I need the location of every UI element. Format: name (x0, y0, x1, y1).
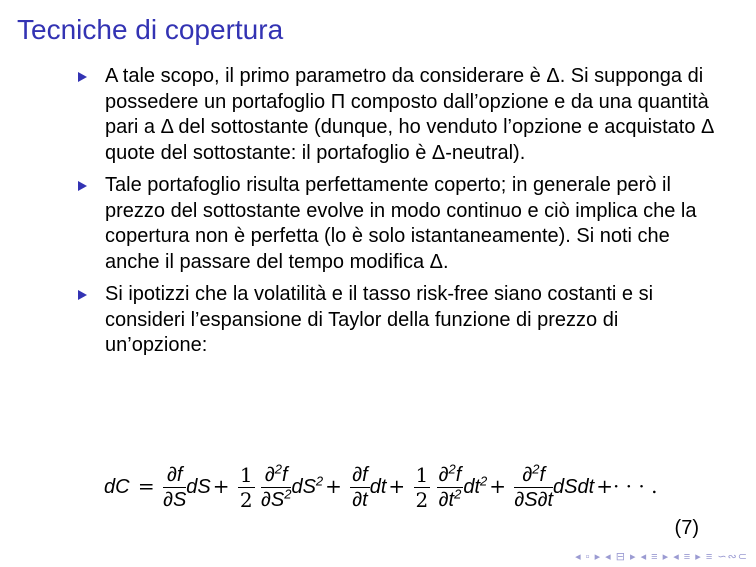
bullet-item (78, 173, 718, 275)
bullet-text: Si ipotizzi che la volatilità e il tasso risk-free siano costanti e si consideri l’espansione di Taylor della funzione di prezzo di un’opzione: (105, 283, 654, 356)
bullet-list (78, 64, 718, 366)
bullet-triangle-icon (78, 72, 87, 82)
bullet-triangle-icon (78, 181, 87, 191)
bullet-text: A tale scopo, il primo parametro da considerare è Δ. Si supponga di possedere un portafoglio Π composto dall’opzione e da una quantità pari a Δ del sottostante (dunque, ho venduto l’opzione e acquistato Δ quote del sottostante: il portafoglio è Δ-neutral). (105, 65, 714, 164)
taylor-formula: dC = $\frac{\partial f}{\partial S}$ dS + $\frac{1}{2}$ $\frac{\partial^2f}{\partial S^2}$ $dS^2$ + $\frac{\partial f}{\partial t}$ dt + $\frac{1}{2}$ $\frac{\partial^2f}{\partial t^2}$ $dt^2$ + $\frac{\partial^2f}{\partial S\partial t}$ dSdt +· · · . (104, 461, 658, 512)
equation-number: (7) (674, 517, 699, 539)
bullet-triangle-icon (78, 290, 87, 300)
beamer-navigation[interactable]: ◂ ▫ ▸ ◂ ⊟ ▸ ◂ ≡ ▸ ◂ ≡ ▸ ≡ ∽∾⊂ (575, 551, 748, 563)
bullet-text: Tale portafoglio risulta perfettamente coperto; in generale però il prezzo del sottostante evolve in modo continuo e ciò implica che la copertura non è perfetta (lo è solo istantaneamente). Si noti che anche il passare del tempo modifica Δ. (105, 174, 697, 273)
bullet-item (78, 282, 718, 359)
slide-title: Tecniche di copertura (17, 14, 284, 45)
bullet-item (78, 64, 718, 166)
